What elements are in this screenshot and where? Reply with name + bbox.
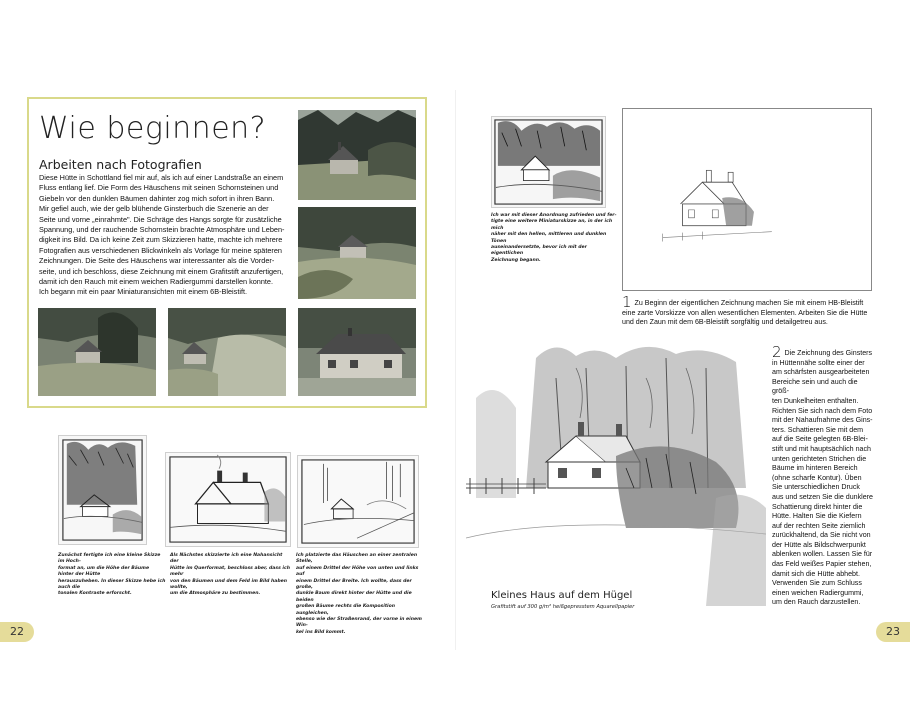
step2-number: 2 [772,343,782,361]
gutter [455,90,456,650]
intro-line: Zeichnungen. Die Seite des Häuschens war interessanter als die Vorder- [39,256,275,266]
step1-instruction [622,293,874,328]
intro-line: Giebeln vor den dunklen Bäumen dahinter zog mich sofort in ihren Bann. [39,193,275,203]
intro-line: digkeit ins Bild. Da ich keine Zeit zum Skizzieren hatte, machte ich mehrere [39,235,283,245]
caption-sketch-1: Zunächst fertigte ich eine kleine Skizze im Hoch- format an, um die Höhe der Bäume hinter der Hütte herauszuheben. In dieser Skizze hebe ich auch die tonalen Kontraste erforscht. [58,553,166,597]
artwork-title: Kleines Haus auf dem Hügel [491,590,633,601]
step2-instruction: 2 Die Zeichnung des Ginsters in Hüttennähe sollte einer der am schärfsten ausgearbeiteten Bereiche sein und auch die größ- ten Dunkelheiten enthalten. Richten Sie sich nach dem Foto mit der Nahaufnahme des Gins- ters. Schattieren Sie mit dem auf die Seite gelegten 6B-Blei- stift und mit hauptsächlich nach unten gerichteten Strichen die Bäume im hinteren Bereich (ohne scharfe Kontur). Üben Sie unterschiedlichen Druck aus und setzen Sie die dunklere Schattierung direkt hinter die Hütte. Halten Sie die Kiefern auf der rechten Seite ziemlich zurückhaltend, da Sie nicht von der Hütte als Bildschwerpunkt ablenken wollen. Lassen Sie für das Feld weißes Papier stehen, damit sich die Hütte abhebt. Verwenden Sie zum Schluss einen weichen Radiergummi, um den Rauch darzustellen. [772,343,873,607]
page-headline: Wie beginnen? [39,111,267,146]
photo-cottage-side [298,110,416,200]
intro-line: Ich begann mit ein paar Miniaturansichten mit einem 6B-Bleistift. [39,287,248,297]
thumbnail-sketch-closeup [165,452,291,547]
step2-first-line: 2 Die Zeichnung des Ginsters [772,343,873,361]
thumbnail-sketch-portrait [58,435,147,545]
page-number-left: 22 [0,622,34,642]
section-subhead: Arbeiten nach Fotografien [39,157,202,172]
tonal-thumbnail-sketch [491,116,606,208]
photo-cottage-gorse-right [168,308,286,396]
intro-line: damit ich den Rauch mit einem weichen Radiergummi darstellen konnte. [39,277,274,287]
step1-text: Zu Beginn der eigentlichen Zeichnung machen Sie mit einem HB-Bleistift eine zarte Vorskizze von allen wesentlichen Elementen. Arbeiten Sie die Hütte und den Zaun mit dem 6B-Bleistift sorgfältig und detailgetreu aus. [622,299,868,327]
intro-line: seite, und ich beschloss, diese Zeichnung mit einem Grafitstift anzufertigen, [39,266,284,276]
intro-line: Spannung, und der rauchende Schornstein brachte Atmosphäre und Leben- [39,225,285,235]
caption-tonal-thumbnail: Ich war mit dieser Anordnung zufrieden und fer- tigte eine weitere Miniaturskizze an, in der ich mich näher mit den hellen, mittleren und dunklen Tönen auseinandersetzte, bevor ich mit der eigentlichen Zeichnung begann. [491,213,617,263]
step1-number: 1 [622,293,632,311]
intro-line: Fluss entlang lief. Die Form des Häuschens mit seinen Schornsteinen und [39,183,279,193]
final-pencil-drawing [466,338,766,606]
intro-line: Seite und vorne „einrahmte". Die Schräge des Hangs sorgte für zusätzliche [39,214,282,224]
photo-cottage-hillside [298,207,416,299]
caption-sketch-3: Ich platzierte das Häuschen an einer zentralen Stelle, auf einem Drittel der Höhe von unten und links auf einem Drittel der Breite. Ich wollte, dass der große, dunkle Baum direkt hinter der Hütte und die beiden großen Bäume rechts die Komposition ausgleichen, ebenso wie der Straßenrand, der vorne in einem Win- kel ins Bild kommt. [296,553,422,635]
page-number-right: 23 [876,622,910,642]
intro-text [39,173,301,298]
thumbnail-sketch-composition [297,455,419,548]
intro-line: Fotografien aus verschiedenen Blickwinkeln als Vorlage für meine späteren [39,245,282,255]
photo-cottage-front [298,308,416,396]
intro-line: Diese Hütte in Schottland fiel mir auf, als ich auf einer Landstraße an einem [39,173,284,182]
caption-sketch-2: Als Nächstes skizzierte ich eine Nahansicht der Hütte im Querformat, beschloss aber, dass ich mehr von den Bäumen und dem Feld im Bild haben wollte, um die Atmosphäre zu bestimmen. [170,553,290,597]
intro-line: Mir gefiel auch, wie der gelb blühende Ginsterbuch die Szenerie an der [39,204,269,214]
step1-outline-sketch [622,108,872,291]
artwork-medium: Grafitstift auf 300 g/m² heißgepresstem Aquarellpapier [491,604,635,610]
photo-cottage-gorse-left [38,308,156,396]
